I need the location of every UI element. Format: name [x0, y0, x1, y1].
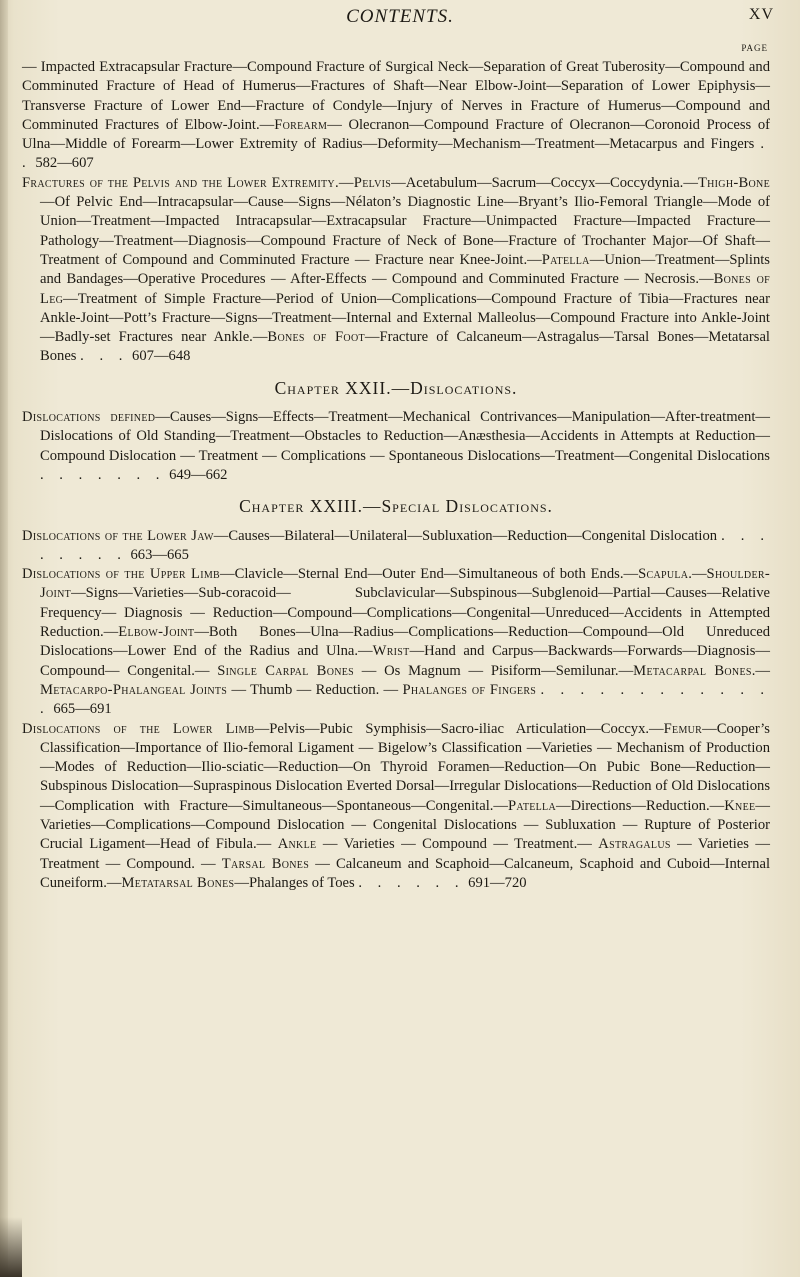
section-tarsal-bones: Tarsal Bones	[221, 855, 310, 872]
entry-text: —Cooper’s Classification—Importance of Ilio-femoral Ligament — Bigelow’s Classification —Varieties — Mechanism of Production—Modes of Reduction—Ilio-sciatic—Reduction—On Thyroid Foramen—Reduction—On Pubic Bone—Reduction—Subspinous Dislocation—Supraspinous Dislocation Everted Dorsal—Irregular Dislocations—Reduction of Old Dislocations—Complication with Fracture—Simultaneous—Spontaneous—Congenital.—	[40, 720, 770, 814]
entry-text: —Of Pelvic End—Intracapsular—Cause—Signs—Nélaton’s Diagnostic Line—Bryant’s Ilio-Femoral Triangle—Mode of Union—Treatment—Impacted Intracapsular—Extracapsular Fracture—Unimpacted Fracture—Impacted Fracture—Pathology—Treatment—Diagnosis—Compound Fracture of Neck of Bone—Fracture of Trochanter Major—Of Shaft—Treatment of Compound and Comminuted Fracture — Fracture near Knee-Joint.—	[40, 194, 770, 268]
entry-text: — Olecranon—Compound Fracture of Olecranon—Coronoid Process of Ulna—Middle of Forearm—Lower Extremity of Radius—Deformity—Mechanism—Treatment—Metacarpus and Fingers	[22, 116, 770, 153]
entry-text: — Thumb — Reduction. —	[227, 681, 403, 698]
section-knee: Knee	[724, 797, 756, 814]
entry-text: —Phalanges of Toes	[234, 874, 355, 891]
section-wrist: Wrist	[372, 643, 410, 660]
contents-entry-upper-limb	[22, 565, 770, 719]
section-shoulder-joint: Shoulder-Joint	[40, 566, 770, 602]
section-elbow-joint: Elbow-Joint	[118, 624, 195, 641]
section-single-carpal-bones: Single Carpal Bones	[217, 662, 355, 679]
entry-text: — Varieties — Treatment — Compound. —	[40, 836, 770, 872]
entry-text: —Signs—Varieties—Sub-coracoid— Subclavicular—Subspinous—Subglenoid—Partial—Causes—Relative Frequency— Diagnosis — Reduction—Compound—Complications—Congenital—Unreduced—Accidents in Attempted Reduction.—	[40, 585, 770, 641]
entry-text: —Directions—Reduction.—	[556, 797, 725, 814]
page-range: 691—720	[468, 874, 527, 891]
section-patella: Patella	[508, 797, 556, 814]
section-forearm: Forearm	[274, 116, 328, 133]
entry-text: .—	[751, 662, 770, 679]
section-femur: Femur	[663, 720, 703, 737]
entry-text: — Calcaneum and Scaphoid—Calcaneum, Scaphoid and Cuboid—Internal Cuneiform.—	[40, 855, 771, 891]
entry-text: —Clavicle—Sternal End—Outer End—Simultaneous of both Ends.—	[220, 566, 639, 583]
section-ankle: Ankle	[277, 836, 317, 853]
entry-text: —Fracture of Calcaneum—Astragalus—Tarsal Bones—Metatarsal Bones	[40, 329, 770, 365]
dot-leader: . . .	[80, 348, 129, 365]
page-range: 582—607	[35, 155, 94, 172]
contents-entry-lower-jaw	[22, 527, 770, 566]
section-metatarsal-bones: Metatarsal Bones	[121, 874, 235, 891]
entry-text: —Union—Treatment—Splints and Bandages—Operative Procedures — After-Effects — Compound and Comminuted Fracture — Necrosis.—	[40, 251, 770, 288]
dot-leader: . . . . . .	[358, 874, 465, 891]
page-range: 607—648	[132, 348, 191, 365]
running-header	[0, 2, 800, 32]
entry-text: —Pelvis—Pubic Symphisis—Sacro-iliac Articulation—Coccyx.—	[254, 720, 664, 737]
section-astragalus: Astragalus	[598, 836, 671, 853]
section-dislocations-defined: Dislocations defined	[22, 409, 156, 426]
page-binding-edge	[0, 0, 8, 1277]
section-pelvis-lower-extremity: Fractures of the Pelvis and the Lower Extremity.—Pelvis	[22, 174, 392, 191]
contents-entry-lower-limb	[22, 720, 770, 894]
contents-entry-dislocations-defined	[22, 408, 770, 485]
page-range: 665—691	[53, 701, 112, 718]
page-column-label: PAGE	[741, 43, 768, 53]
entry-text: —Hand and Carpus—Backwards—Forwards—Diagnosis—Compound— Congenital.—	[40, 643, 770, 679]
entry-text: —Acetabulum—Sacrum—Coccyx—Coccydynia.—	[391, 174, 698, 191]
dot-leader: . . . . . . . . . . . . .	[40, 681, 770, 718]
dot-leader: . . . . . . . .	[40, 527, 770, 563]
page-range: 663—665	[130, 546, 189, 563]
entry-text: —Treatment of Simple Fracture—Period of Union—Complications—Compound Fracture of Tibia—Fractures near Ankle-Joint—Pott’s Fracture—Signs—Treatment—Internal and External Malleolus—Compound Fracture into Ankle-Joint—Badly-set Fractures near Ankle.—	[40, 290, 770, 346]
contents-body	[22, 58, 770, 893]
entry-text: —Causes—Signs—Effects—Treatment—Mechanical Contrivances—Manipulation—After-treatment—Dislocations of Old Standing—Treatment—Obstacles to Reduction—Anæsthesia—Accidents in Attempts at Reduction—Compound Dislocation — Treatment — Complications — Spontaneous Dislocations—Treatment—Congenital Dislocations	[40, 409, 770, 464]
contents-entry-humerus-forearm	[22, 58, 770, 174]
section-upper-limb: Dislocations of the Upper Limb	[22, 566, 221, 583]
page-number: XV	[748, 6, 774, 23]
section-patella: Patella	[541, 251, 590, 268]
contents-entry-pelvis-lower-extremity	[22, 174, 770, 367]
entry-text: — Impacted Extracapsular Fracture—Compound Fracture of Surgical Neck—Separation of Great Tuberosity—Compound and Comminuted Fracture of Head of Humerus—Fractures of Shaft—Near Elbow-Joint—Separation of Lower Epiphysis—Transverse Fracture of Lower End—Fracture of Condyle—Injury of Nerves in Fracture of Humerus—Compound and Comminuted Fractures of Elbow-Joint.—	[22, 59, 770, 133]
page-corner-shadow	[0, 1217, 22, 1277]
page-range: 649—662	[169, 466, 228, 483]
running-title: CONTENTS.	[346, 6, 454, 27]
chapter-heading-xxii: Chapter XXII.—Dislocations.	[274, 377, 518, 398]
section-thigh-bone: Thigh-Bone	[697, 174, 770, 191]
chapter-heading-xxiii: Chapter XXIII.—Special Dislocations.	[239, 496, 553, 517]
entry-text: — Varieties — Compound — Treatment.—	[316, 836, 599, 853]
section-bones-of-foot: Bones of Foot	[267, 329, 365, 346]
entry-text: —Both Bones—Ulna—Radius—Complications—Reduction—Compound—Old Unreduced Dislocations—Lower End of the Radius and Ulna.—	[40, 624, 770, 660]
entry-text: —Varieties—Complications—Compound Dislocation — Congenital Dislocations — Subluxation — Rupture of Posterior Crucial Ligament—Head of Fibula.—	[40, 797, 770, 853]
section-metacarpal-bones: Metacarpal Bones	[633, 662, 752, 679]
section-bones-of-leg: Bones of Leg	[40, 271, 771, 307]
section-scapula: Scapula	[638, 566, 689, 583]
section-lower-jaw: Dislocations of the Lower Jaw	[22, 527, 214, 544]
section-lower-limb: Dislocations of the Lower Limb	[22, 720, 255, 737]
section-phalanges-of-fingers: Phalanges of Fingers	[402, 681, 537, 698]
section-carpo-phalangeal-joints: Metacarpo-Phalangeal Joints	[40, 681, 228, 698]
dot-leader: . . . . . . .	[40, 466, 166, 483]
dot-leader: . .	[22, 136, 770, 172]
entry-text: .—	[688, 566, 707, 583]
entry-text: —Causes—Bilateral—Unilateral—Subluxation—Reduction—Congenital Dislocation	[213, 527, 718, 544]
entry-text: — Os Magnum — Pisiform—Semilunar.—	[354, 662, 634, 679]
